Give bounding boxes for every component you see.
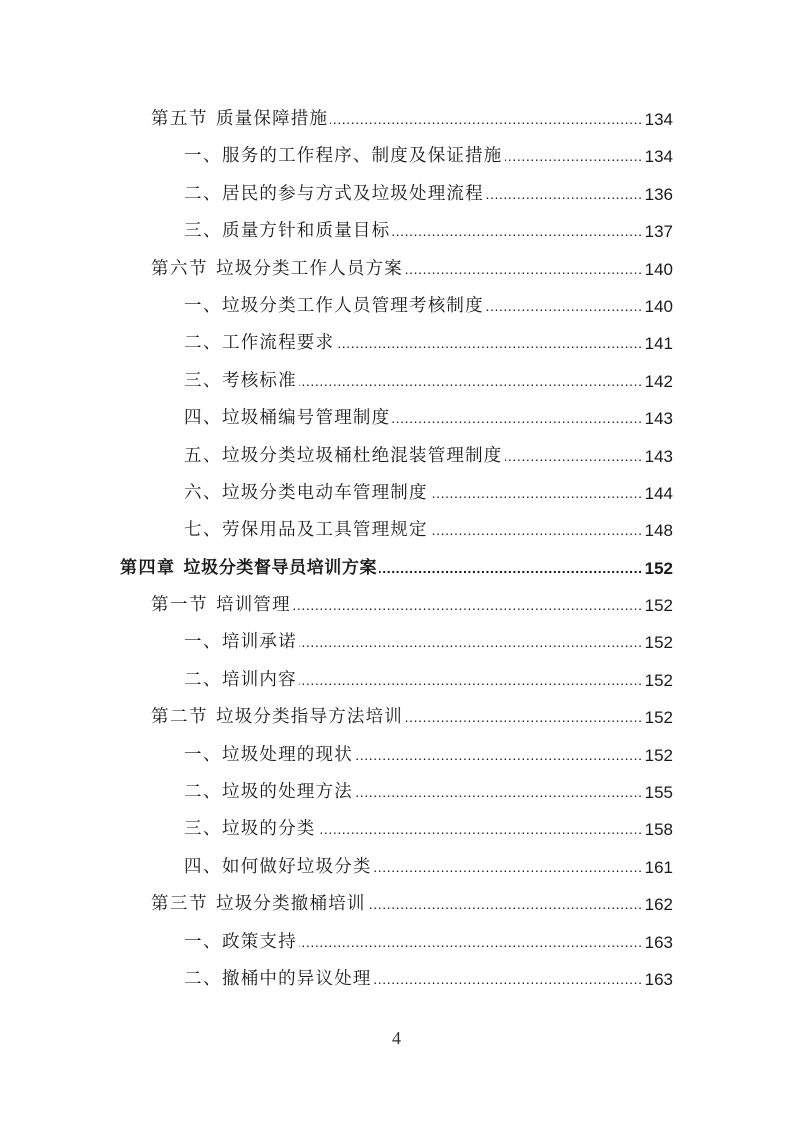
toc-entry-number: 二、 bbox=[184, 782, 222, 803]
toc-item-row[interactable] bbox=[0, 924, 793, 961]
toc-entry-title: 培训内容 bbox=[222, 669, 297, 690]
toc-entry-number: 第六节 bbox=[151, 258, 208, 279]
toc-page-number: 140 bbox=[644, 259, 673, 279]
toc-chapter-row[interactable] bbox=[0, 550, 793, 587]
toc-page-number: 141 bbox=[644, 334, 673, 354]
toc-entry-title: 垃圾的处理方法 bbox=[222, 782, 353, 803]
toc-entry-title: 垃圾分类垃圾桶杜绝混装管理制度 bbox=[222, 445, 503, 466]
toc-entry-title: 如何做好垃圾分类 bbox=[222, 856, 372, 877]
toc-entry-number: 一、 bbox=[184, 931, 222, 952]
toc-section-row[interactable] bbox=[0, 251, 793, 288]
toc-entry-number: 一、 bbox=[184, 632, 222, 653]
toc-page-number: 152 bbox=[644, 633, 673, 653]
table-of-contents bbox=[0, 101, 793, 998]
toc-page-number: 143 bbox=[644, 409, 673, 429]
dot-leader bbox=[318, 811, 643, 848]
toc-entry-label bbox=[184, 288, 484, 325]
toc-entry-title: 考核标准 bbox=[222, 370, 297, 391]
dot-leader bbox=[374, 849, 643, 886]
toc-entry-number: 五、 bbox=[184, 445, 222, 466]
toc-page-number: 144 bbox=[644, 483, 673, 503]
toc-entry-number: 二、 bbox=[184, 333, 222, 354]
toc-entry-label bbox=[184, 849, 372, 886]
toc-entry-label bbox=[151, 699, 403, 736]
toc-item-row[interactable] bbox=[0, 400, 793, 437]
toc-section-row[interactable] bbox=[0, 886, 793, 923]
dot-leader bbox=[405, 251, 643, 288]
toc-entry-title: 质量保障措施 bbox=[216, 109, 329, 129]
toc-item-row[interactable] bbox=[0, 961, 793, 998]
toc-entry-label bbox=[151, 587, 291, 624]
dot-leader bbox=[299, 662, 643, 699]
dot-leader bbox=[505, 438, 643, 475]
toc-entry-number: 七、 bbox=[184, 520, 222, 541]
dot-leader bbox=[293, 587, 643, 624]
dot-leader bbox=[430, 512, 643, 549]
toc-entry-label bbox=[184, 624, 297, 661]
toc-entry-number: 六、 bbox=[184, 482, 222, 503]
dot-leader bbox=[330, 101, 642, 138]
toc-entry-number: 第五节 bbox=[151, 109, 208, 129]
toc-item-row[interactable] bbox=[0, 213, 793, 250]
toc-entry-title: 劳保用品及工具管理规定 bbox=[222, 520, 428, 541]
toc-page-number: 162 bbox=[644, 895, 673, 915]
toc-entry-number: 四、 bbox=[184, 856, 222, 877]
toc-entry-label bbox=[184, 475, 428, 512]
toc-entry-title: 垃圾桶编号管理制度 bbox=[222, 408, 391, 429]
toc-entry-label bbox=[184, 213, 390, 250]
dot-leader bbox=[392, 213, 642, 250]
toc-entry-title: 垃圾分类电动车管理制度 bbox=[222, 482, 428, 503]
dot-leader bbox=[405, 699, 643, 736]
toc-page-number: 155 bbox=[644, 783, 673, 803]
toc-entry-label bbox=[184, 924, 297, 961]
toc-entry-title: 工作流程要求 bbox=[222, 333, 335, 354]
toc-item-row[interactable] bbox=[0, 774, 793, 811]
toc-entry-title: 居民的参与方式及垃圾处理流程 bbox=[222, 183, 484, 204]
dot-leader bbox=[392, 400, 642, 437]
toc-entry-label bbox=[184, 662, 297, 699]
toc-entry-number: 一、 bbox=[184, 744, 222, 765]
toc-entry-number: 一、 bbox=[184, 146, 222, 167]
toc-entry-number: 三、 bbox=[184, 221, 222, 242]
toc-entry-number: 二、 bbox=[184, 183, 222, 204]
toc-entry-label bbox=[184, 811, 316, 848]
dot-leader bbox=[374, 961, 643, 998]
dot-leader bbox=[430, 475, 643, 512]
toc-entry-title: 质量方针和质量目标 bbox=[222, 221, 391, 242]
toc-page-number: 152 bbox=[644, 596, 673, 616]
toc-entry-number: 三、 bbox=[184, 819, 222, 840]
toc-item-row[interactable] bbox=[0, 138, 793, 175]
toc-entry-label bbox=[184, 961, 372, 998]
toc-entry-label bbox=[184, 512, 428, 549]
dot-leader bbox=[486, 288, 643, 325]
toc-page-number: 161 bbox=[644, 857, 673, 877]
toc-item-row[interactable] bbox=[0, 811, 793, 848]
toc-entry-title: 垃圾分类工作人员管理考核制度 bbox=[222, 295, 484, 316]
toc-entry-label bbox=[151, 101, 328, 138]
toc-item-row[interactable] bbox=[0, 325, 793, 362]
dot-leader bbox=[505, 138, 643, 175]
toc-entry-title: 服务的工作程序、制度及保证措施 bbox=[222, 146, 503, 167]
toc-item-row[interactable] bbox=[0, 438, 793, 475]
toc-section-row[interactable] bbox=[0, 101, 793, 138]
toc-item-row[interactable] bbox=[0, 176, 793, 213]
toc-entry-label bbox=[184, 737, 353, 774]
toc-item-row[interactable] bbox=[0, 512, 793, 549]
toc-page-number: 134 bbox=[644, 147, 673, 167]
toc-page-number: 152 bbox=[644, 745, 673, 765]
page-number: 4 bbox=[392, 1028, 401, 1048]
dot-leader bbox=[486, 176, 643, 213]
toc-page-number: 163 bbox=[644, 932, 673, 952]
dot-leader bbox=[355, 737, 643, 774]
dot-leader bbox=[368, 886, 643, 923]
toc-entry-number: 第二节 bbox=[151, 707, 208, 728]
toc-entry-title: 培训管理 bbox=[216, 595, 291, 616]
toc-entry-label bbox=[184, 400, 390, 437]
toc-entry-title: 垃圾分类指导方法培训 bbox=[216, 707, 403, 728]
toc-entry-label bbox=[184, 138, 503, 175]
toc-section-row[interactable] bbox=[0, 587, 793, 624]
toc-item-row[interactable] bbox=[0, 363, 793, 400]
toc-item-row[interactable] bbox=[0, 624, 793, 661]
toc-entry-number: 第一节 bbox=[151, 595, 208, 616]
toc-page-number: 134 bbox=[644, 110, 673, 129]
toc-page-number: 152 bbox=[644, 670, 673, 690]
toc-entry-number: 二、 bbox=[184, 669, 222, 690]
toc-entry-title: 垃圾的分类 bbox=[222, 819, 316, 840]
toc-item-row[interactable] bbox=[0, 737, 793, 774]
dot-leader bbox=[299, 924, 643, 961]
toc-page-number: 148 bbox=[644, 521, 673, 541]
toc-section-row[interactable] bbox=[0, 699, 793, 736]
toc-entry-number: 第三节 bbox=[151, 894, 208, 915]
toc-page-number: 136 bbox=[644, 184, 673, 204]
dot-leader bbox=[299, 363, 643, 400]
toc-entry-title: 政策支持 bbox=[222, 931, 297, 952]
toc-entry-number: 三、 bbox=[184, 370, 222, 391]
toc-page-number: 158 bbox=[644, 820, 673, 840]
toc-entry-number: 四、 bbox=[184, 408, 222, 429]
toc-entry-title: 垃圾分类撤桶培训 bbox=[216, 894, 366, 915]
toc-page-number: 152 bbox=[644, 708, 673, 728]
toc-page-number: 143 bbox=[644, 446, 673, 466]
toc-entry-label bbox=[184, 774, 353, 811]
toc-entry-title: 垃圾分类工作人员方案 bbox=[216, 258, 403, 279]
toc-entry-label bbox=[184, 176, 484, 213]
toc-page-number: 163 bbox=[644, 969, 673, 989]
toc-page-number: 140 bbox=[644, 296, 673, 316]
toc-entry-label bbox=[184, 363, 297, 400]
toc-page-number: 137 bbox=[644, 222, 673, 242]
toc-entry-label bbox=[151, 886, 366, 923]
toc-entry-title: 垃圾处理的现状 bbox=[222, 744, 353, 765]
toc-entry-label bbox=[151, 251, 403, 288]
toc-entry-label bbox=[120, 550, 377, 587]
dot-leader bbox=[355, 774, 643, 811]
dot-leader bbox=[299, 624, 643, 661]
toc-item-row[interactable] bbox=[0, 849, 793, 886]
dot-leader bbox=[379, 550, 643, 587]
toc-item-row[interactable] bbox=[0, 288, 793, 325]
toc-entry-number: 第四章 bbox=[120, 557, 176, 578]
toc-entry-title: 垃圾分类督导员培训方案 bbox=[183, 557, 378, 578]
toc-page-number: 152 bbox=[644, 558, 673, 578]
toc-item-row[interactable] bbox=[0, 662, 793, 699]
toc-entry-number: 一、 bbox=[184, 295, 222, 316]
dot-leader bbox=[336, 325, 642, 362]
toc-item-row[interactable] bbox=[0, 475, 793, 512]
toc-entry-number: 二、 bbox=[184, 968, 222, 989]
toc-entry-title: 撤桶中的异议处理 bbox=[222, 968, 372, 989]
toc-entry-label bbox=[184, 438, 503, 475]
toc-entry-label bbox=[184, 325, 334, 362]
toc-page-number: 142 bbox=[644, 371, 673, 391]
toc-entry-title: 培训承诺 bbox=[222, 632, 297, 653]
